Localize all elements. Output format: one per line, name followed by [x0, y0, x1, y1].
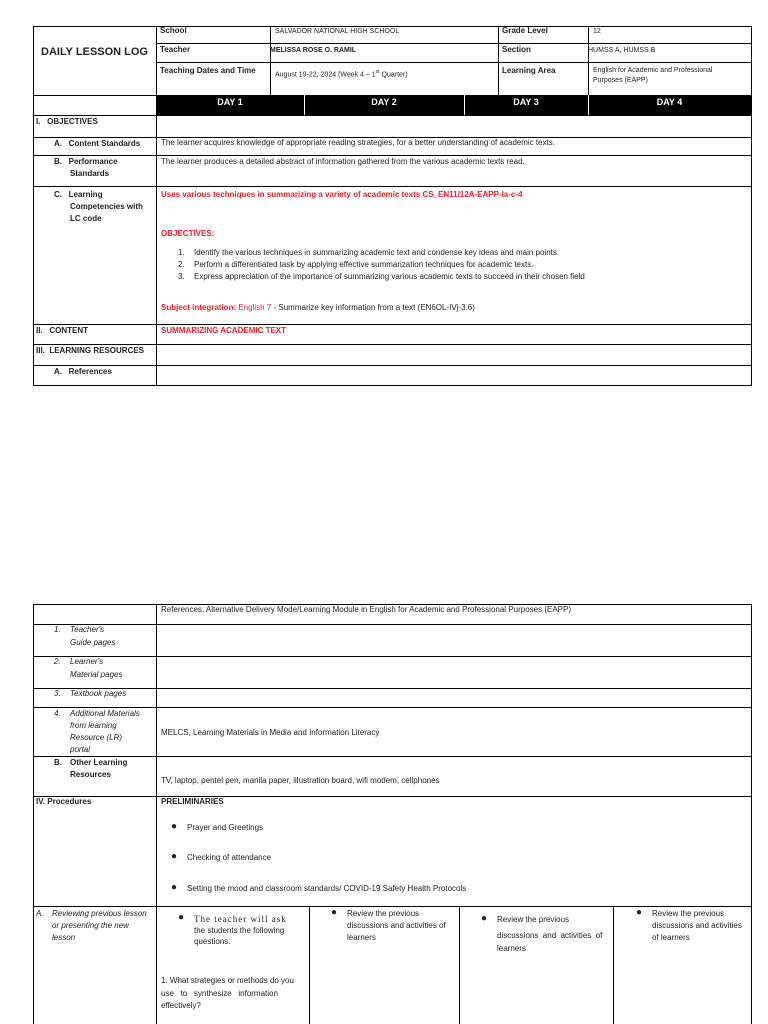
grade-label: Grade Level — [502, 26, 548, 35]
objective-num-2: 2. — [178, 260, 185, 269]
day4-review-3: of learners — [652, 933, 690, 942]
dates-tail: Quarter) — [379, 71, 408, 79]
content-standards-label: A. Content Standards — [54, 139, 141, 148]
teachers-guide-label-2: Guide pages — [70, 638, 116, 647]
day1-line-3: questions. — [194, 937, 231, 946]
other-resources-label-2: Resources — [70, 770, 111, 779]
day-4-header: DAY 4 — [656, 97, 683, 107]
competency-text: Uses various techniques in summarizing a variety of academic texts CS_EN11/12A-EAPP-Ia-c-4 — [161, 190, 523, 199]
competencies-label-1: C. Learning — [54, 190, 103, 199]
performance-label-1: B. Performance — [54, 157, 118, 166]
objectives-heading: OBJECTIVES: — [161, 229, 215, 238]
preliminaries-heading: PRELIMINARIES — [161, 797, 224, 806]
other-resources-num: B. — [54, 758, 62, 767]
additional-label-1: Additional Materials — [70, 709, 140, 718]
references-text: References: Alternative Delivery Mode/Learning Module in English for Academic and Professional Purposes (EAPP) — [161, 605, 571, 614]
review-label-1: Reviewing previous lesson — [52, 909, 147, 918]
subject-integration-text: - Summarize key information from a text (EN6OL-IVj-3.6) — [271, 303, 475, 312]
review-label-2: or presenting the new — [52, 921, 129, 930]
competencies-label-3: LC code — [70, 214, 102, 223]
objective-item-2: Perform a differentiated task by applying effective summarization techniques for academic texts. — [194, 260, 534, 269]
dates-value — [275, 67, 408, 80]
teacher-label: Teacher — [160, 45, 191, 54]
prelim-item-2: ● Checking of attendance — [187, 853, 271, 863]
dates-text: August 19-22, 2024 (Week 4 – 1 — [275, 71, 376, 79]
content-standards-text: The learner acquires knowledge of appropriate reading strategies, for a better understanding of academic texts. — [161, 138, 556, 147]
day2-review-2: discussions and activities of — [347, 921, 446, 930]
grade-value: 12 — [593, 28, 601, 35]
objective-item-3: Express appreciation of the importance of summarizing various academic texts to succeed in their chosen field — [194, 272, 585, 281]
resources-label: III. LEARNING RESOURCES — [36, 346, 145, 355]
review-label-3: lesson — [52, 933, 76, 942]
day1-line-2: the students the following — [194, 926, 285, 935]
learners-material-label-1: Learner's — [70, 657, 104, 666]
area-value-2: Purposes (EAPP) — [593, 77, 648, 84]
learners-material-label-2: Material pages — [70, 670, 123, 679]
day1-question-3: effectively? — [161, 1001, 201, 1010]
other-resources-text: TV, laptop, pentel pen, manila paper, illustration board, wifi modem, cellphones — [161, 776, 440, 785]
other-resources-label-1: Other Learning — [70, 758, 128, 767]
day1-line-1: ● The teacher will ask — [194, 914, 287, 924]
day3-review-2: discussions and activities of — [497, 931, 603, 940]
day1-question-2: use to synthesize information — [161, 989, 278, 998]
day4-review-1: ● Review the previous — [652, 909, 724, 919]
additional-num: 4. — [54, 709, 61, 718]
day-3-header: DAY 3 — [513, 97, 539, 107]
teacher-value: MELISSA ROSE O. RAMIL — [270, 47, 357, 54]
textbook-label: Textbook pages — [70, 689, 127, 698]
prelim-item-1: ● Prayer and Greetings — [187, 823, 263, 833]
dates-label: Teaching Dates and Time — [160, 66, 256, 75]
textbook-num: 3. — [54, 689, 61, 698]
performance-label-2: Standards — [70, 169, 110, 178]
section-value: HUMSS A, HUMSS B — [588, 47, 656, 54]
objective-item-1: Identify the various techniques in summarizing academic text and condense key ideas and main points. — [194, 248, 560, 257]
performance-text: The learner produces a detailed abstract of information gathered from the various academic texts read. — [161, 157, 525, 166]
review-num: A. — [36, 909, 44, 918]
objectives-label: I. OBJECTIVES — [36, 117, 98, 126]
section-label: Section — [502, 45, 531, 54]
area-value-1: English for Academic and Professional — [593, 67, 713, 74]
objective-num-1: 1. — [178, 248, 185, 257]
subject-integration-subject: English 7 — [238, 303, 272, 312]
day4-review-2: discussions and activities — [652, 921, 742, 930]
day-1-header: DAY 1 — [217, 97, 243, 107]
additional-text: MELCS, Learning Materials in Media and Information Literacy — [161, 728, 380, 737]
content-label: II. CONTENT — [36, 326, 88, 335]
references-label: A. References — [54, 367, 112, 376]
teachers-guide-num: 1. — [54, 625, 61, 634]
day3-review-3: learners — [497, 944, 526, 953]
day-2-header: DAY 2 — [371, 97, 397, 107]
day2-review-1: ● Review the previous — [347, 909, 419, 919]
school-label: School — [160, 26, 187, 35]
subject-integration-label: Subject integration: — [161, 303, 237, 312]
competencies-label-2: Competencies with — [70, 202, 143, 211]
procedures-label: IV. Procedures — [36, 797, 92, 806]
subject-integration — [161, 303, 475, 313]
content-text: SUMMARIZING ACADEMIC TEXT — [161, 326, 287, 335]
additional-label-3: Resource (LR) — [70, 733, 123, 742]
page-title: DAILY LESSON LOG — [41, 46, 148, 58]
teachers-guide-label-1: Teacher's — [70, 625, 105, 634]
additional-label-4: portal — [70, 745, 91, 754]
day2-review-3: learners — [347, 933, 376, 942]
day1-question-1: 1. What strategies or methods do you — [161, 976, 294, 985]
dates-sup: st — [375, 69, 380, 75]
additional-label-2: from learning — [70, 721, 117, 730]
prelim-item-3: ● Setting the mood and classroom standards/ COVID-19 Safety Health Protocols — [187, 884, 466, 894]
learners-material-num: 2. — [54, 657, 61, 666]
school-value: SALVADOR NATIONAL HIGH SCHOOL — [275, 28, 400, 35]
day3-review-1: ● Review the previous — [497, 915, 569, 925]
objective-num-3: 3. — [178, 272, 185, 281]
area-label: Learning Area — [502, 66, 556, 75]
